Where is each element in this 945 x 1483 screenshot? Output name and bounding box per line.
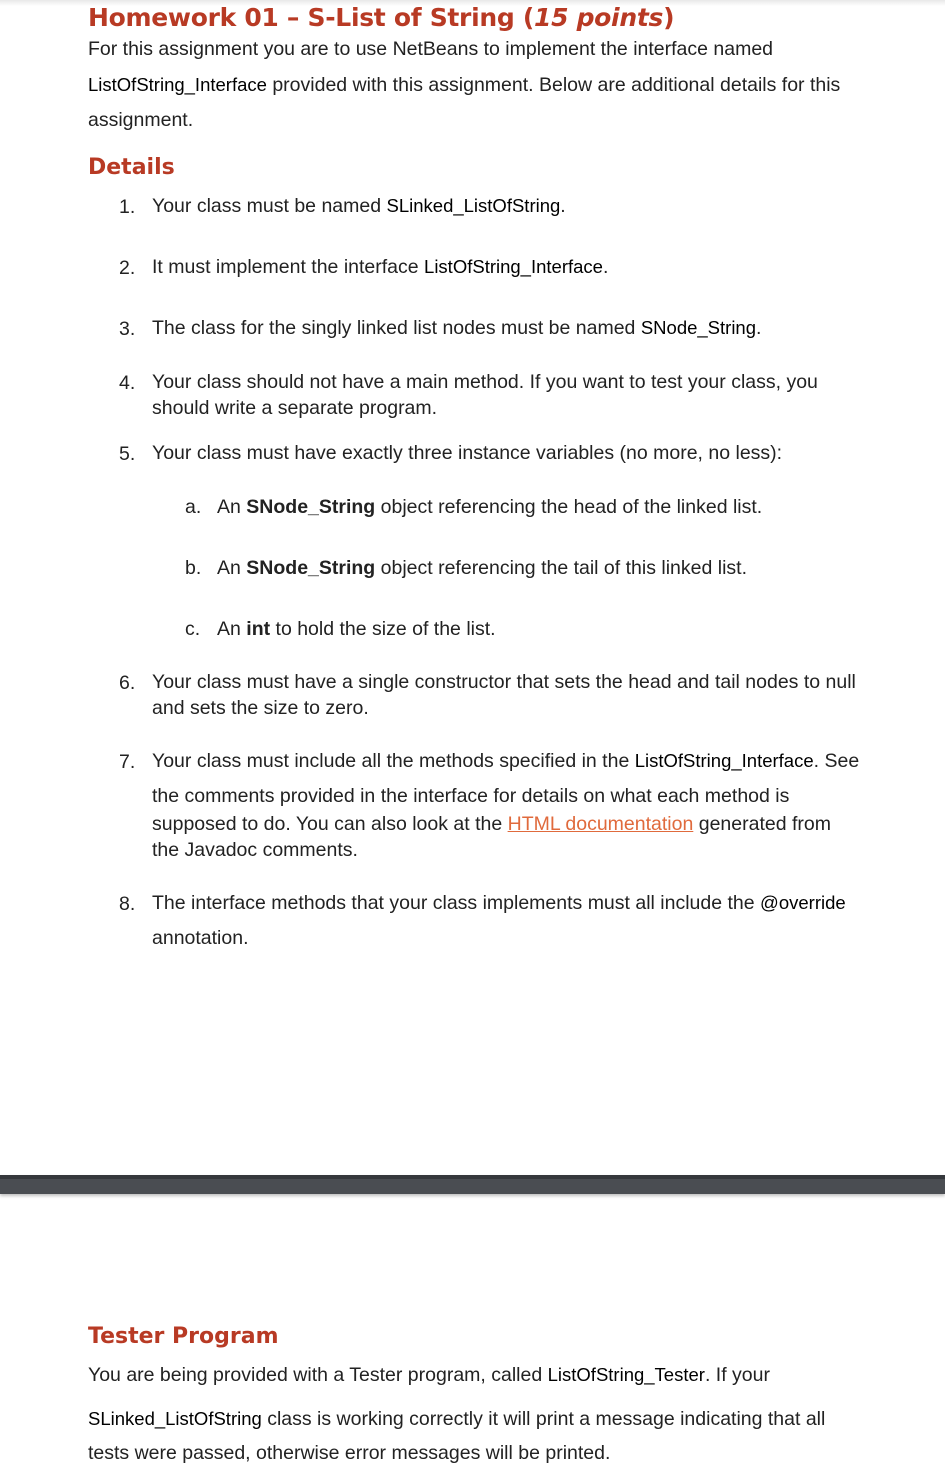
intro-line-3: assignment. [88, 109, 194, 131]
item-8-number: 8. [119, 893, 136, 915]
item-8-line-1 [152, 890, 846, 916]
tester-line-2 [88, 1401, 825, 1437]
sub-item-a-text [217, 496, 762, 519]
tester-line-1-pre: You are being provided with a Tester program, called [88, 1364, 548, 1386]
sub-b-code: SNode_String [246, 557, 376, 579]
item-5-text: Your class must have exactly three instance variables (no more, no less): [152, 442, 783, 464]
sub-c-post: to hold the size of the list. [270, 618, 496, 640]
title-text: Homework 01 – S-List of String ( [88, 3, 534, 32]
item-1-code: SLinked_ListOfString [386, 195, 561, 216]
item-1-number: 1. [119, 196, 136, 218]
item-4-line-1: Your class should not have a main method. If you want to test your class, you [152, 371, 818, 393]
intro-line-1: For this assignment you are to use NetBeans to implement the interface named [88, 38, 774, 60]
interface-name: ListOfString_Interface [88, 74, 267, 95]
item-7-code: ListOfString_Interface [634, 750, 814, 771]
item-3-post: . [756, 317, 762, 339]
sub-a-post: object referencing the head of the linked list. [375, 496, 763, 518]
item-8-line-2: annotation. [152, 927, 249, 949]
item-7-line-3-post: generated from [693, 813, 831, 835]
sub-a-code: SNode_String [246, 496, 376, 518]
item-2-pre: It must implement the interface [152, 256, 425, 278]
item-6-line-1: Your class must have a single constructor that sets the head and tail nodes to null [152, 671, 856, 693]
item-1-pre: Your class must be named [152, 195, 387, 217]
details-heading: Details [88, 155, 175, 180]
sub-c-pre: An [217, 618, 247, 640]
tester-line-2-text: class is working correctly it will print a message indicating that all [261, 1408, 826, 1430]
item-7-line-4: the Javadoc comments. [152, 839, 358, 861]
sub-item-c-letter: c. [185, 618, 201, 640]
tester-line-1-post: . If your [704, 1364, 770, 1386]
title-close: ) [663, 3, 675, 32]
item-7-post: . See [813, 750, 860, 772]
item-7-line-2: the comments provided in the interface for details on what each method is [152, 785, 790, 807]
item-8-pre: The interface methods that your class implements must all include the [152, 892, 761, 914]
intro-line-2 [88, 67, 840, 103]
sub-item-b-letter: b. [185, 557, 202, 579]
item-7-line-3 [152, 811, 831, 837]
tester-class-name: ListOfString_Tester [547, 1364, 705, 1385]
item-2-code: ListOfString_Interface [424, 256, 603, 277]
item-3-text [152, 315, 761, 341]
sub-b-post: object referencing the tail of this linked list. [375, 557, 747, 579]
tester-heading: Tester Program [88, 1324, 279, 1349]
html-documentation-link[interactable]: HTML documentation [507, 813, 694, 835]
intro-line-2-text: provided with this assignment. Below are additional details for this [266, 74, 841, 96]
item-7-line-1 [152, 748, 859, 774]
item-1-text [152, 193, 566, 219]
item-3-pre: The class for the singly linked list nodes must be named [152, 317, 641, 339]
page-break-divider [0, 1175, 945, 1194]
item-8-code: @override [760, 892, 846, 913]
item-6-number: 6. [119, 672, 136, 694]
sub-item-c-text [217, 618, 496, 641]
item-6-line-2: and sets the size to zero. [152, 697, 369, 719]
title-points: 15 points [533, 3, 664, 32]
item-5-number: 5. [119, 443, 136, 465]
item-7-number: 7. [119, 751, 136, 773]
item-2-number: 2. [119, 257, 136, 279]
tester-line-3: tests were passed, otherwise error messages will be printed. [88, 1442, 611, 1464]
tester-line-1 [88, 1357, 770, 1393]
tester-line-2-code: SLinked_ListOfString [88, 1408, 262, 1429]
item-4-line-2: should write a separate program. [152, 397, 438, 419]
item-2-post: . [602, 256, 609, 278]
item-7-line-3-pre: supposed to do. You can also look at the [152, 813, 508, 835]
item-1-post: . [560, 195, 566, 217]
sub-c-code: int [246, 618, 271, 640]
sub-a-pre: An [217, 496, 247, 518]
item-3-code: SNode_String [640, 317, 757, 338]
sub-b-pre: An [217, 557, 247, 579]
item-4-number: 4. [119, 372, 136, 394]
document-title [88, 3, 674, 32]
item-3-number: 3. [119, 318, 136, 340]
item-2-text [152, 254, 608, 280]
sub-item-a-letter: a. [185, 496, 202, 518]
item-7-pre: Your class must include all the methods specified in the [152, 750, 635, 772]
sub-item-b-text [217, 557, 747, 580]
